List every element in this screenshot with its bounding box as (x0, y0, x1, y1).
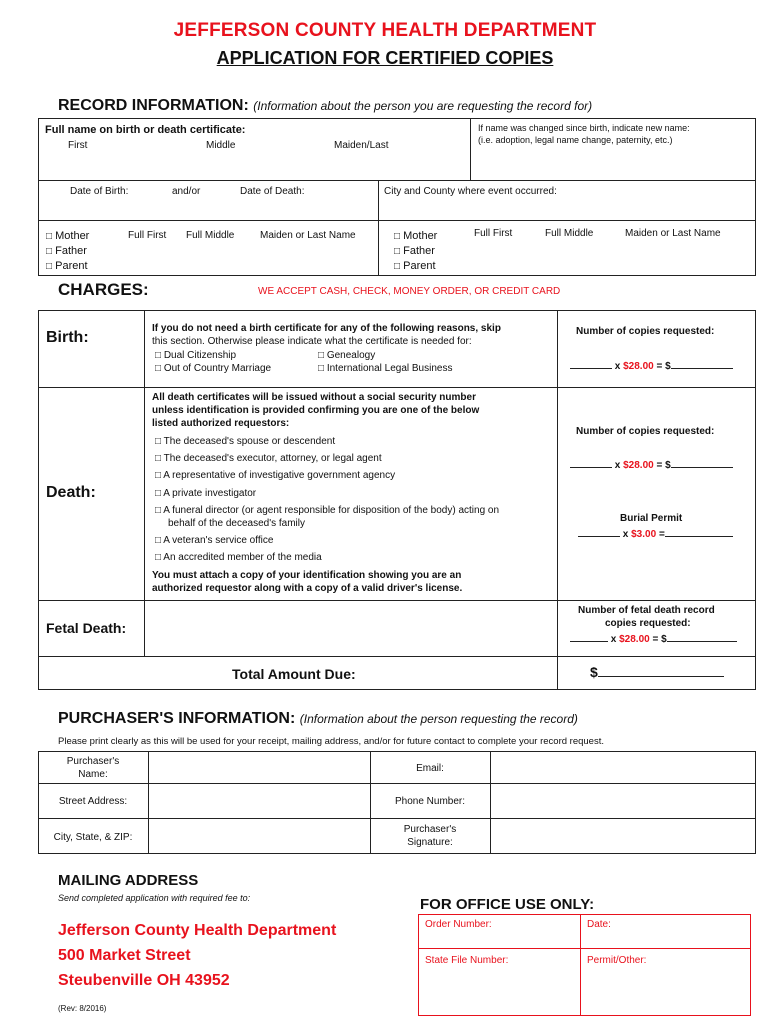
death-opt-media[interactable]: □ An accredited member of the media (155, 552, 322, 563)
office-heading: FOR OFFICE USE ONLY: (420, 896, 595, 913)
maiden-last-right: Maiden or Last Name (625, 228, 721, 239)
death-text-1: All death certificates will be issued without a social security number (152, 392, 476, 403)
andor-label: and/or (172, 186, 201, 197)
name-changed-1: If name was changed since birth, indicate new name: (478, 123, 690, 133)
intl-legal-option[interactable]: □ International Legal Business (318, 363, 453, 374)
mailing-note: Send completed application with required fee to: (58, 893, 251, 903)
phone-input[interactable] (493, 786, 753, 816)
checkbox-icon[interactable]: □ (155, 535, 162, 546)
fullname-label: Full name on birth or death certificate: (45, 124, 246, 136)
birth-fee-line: x $28.00 = $ (570, 360, 733, 373)
birth-text-2: this section. Otherwise please indicate what the certificate is needed for: (152, 336, 472, 347)
dual-option[interactable]: □ Dual Citizenship (155, 350, 237, 361)
total-amount-input[interactable] (598, 676, 724, 677)
burial-permit-label: Burial Permit (620, 513, 683, 524)
death-text-2: unless identification is provided confirming you are one of the below (152, 405, 480, 416)
record-heading-row (58, 97, 592, 115)
death-opt-gov[interactable]: □ A representative of investigative government agency (155, 470, 396, 481)
middle-label: Middle (206, 140, 236, 151)
fullname-field[interactable] (42, 150, 466, 178)
fetal-amount-input[interactable] (667, 641, 737, 642)
burial-fee-line: x $3.00 = (578, 528, 733, 541)
checkbox-icon[interactable]: □ (155, 505, 162, 516)
purchaser-heading-note: (Information about the person requesting the record) (299, 712, 578, 726)
death-copies-input[interactable] (570, 467, 612, 468)
street-input[interactable] (151, 786, 367, 816)
dob-label: Date of Birth: (70, 186, 129, 197)
office-date-label: Date: (587, 919, 611, 930)
page-subtitle: APPLICATION FOR CERTIFIED COPIES (216, 48, 554, 68)
city-state-zip-label: City, State, & ZIP: (53, 832, 133, 843)
checkbox-icon[interactable]: □ (46, 261, 53, 272)
purchaser-instructions: Please print clearly as this will be used for your receipt, mailing address, and/or for future contact to complete your record request. (58, 736, 604, 747)
checkbox-icon[interactable]: □ (155, 453, 162, 464)
checkbox-icon[interactable]: □ (394, 261, 401, 272)
mailing-heading: MAILING ADDRESS (58, 872, 199, 889)
order-number-label: Order Number: (425, 919, 492, 930)
genealogy-option[interactable]: □ Genealogy (318, 350, 376, 361)
signature-label: Purchaser's Signature: (403, 824, 457, 848)
city-county-label: City and County where event occurred: (384, 186, 557, 197)
fetal-copies-2: copies requested: (605, 618, 691, 629)
death-copies-label: Number of copies requested: (576, 426, 715, 437)
fetal-copies-input[interactable] (570, 641, 608, 642)
purchaser-heading-row (58, 710, 578, 728)
father-option-right[interactable]: □ Father (394, 245, 435, 257)
maiden-last-left: Maiden or Last Name (260, 230, 356, 241)
death-opt-funeral[interactable]: □ A funeral director (or agent responsible for disposition of the body) acting on (155, 505, 500, 516)
attach-text-1: You must attach a copy of your identification showing you are an (152, 570, 462, 581)
fetal-copies-1: Number of fetal death record (578, 605, 715, 616)
purchaser-name-input[interactable] (151, 754, 367, 781)
first-label: First (68, 140, 88, 151)
checkbox-icon[interactable]: □ (46, 246, 53, 257)
mother-option-right[interactable]: □ Mother (394, 230, 438, 242)
email-input[interactable] (493, 754, 753, 781)
full-first-right: Full First (474, 228, 513, 239)
checkbox-icon[interactable]: □ (155, 436, 162, 447)
birth-copies-label: Number of copies requested: (576, 326, 715, 337)
mailing-line-3: Steubenville OH 43952 (58, 972, 230, 989)
purchaser-heading: PURCHASER'S INFORMATION: (58, 710, 296, 727)
fetal-label: Fetal Death: (46, 620, 127, 636)
record-heading: RECORD INFORMATION: (58, 97, 249, 114)
burial-copies-input[interactable] (578, 536, 620, 537)
permit-other-label: Permit/Other: (587, 955, 647, 966)
city-county-field[interactable] (382, 198, 752, 218)
revision-note: (Rev: 8/2016) (58, 1004, 107, 1013)
checkbox-icon[interactable]: □ (394, 246, 401, 257)
father-option-left[interactable]: □ Father (46, 245, 87, 257)
checkbox-icon[interactable]: □ (155, 552, 162, 563)
death-label: Death: (46, 484, 96, 501)
out-country-option[interactable]: □ Out of Country Marriage (155, 363, 272, 374)
street-label: Street Address: (58, 796, 128, 807)
death-opt-pi[interactable]: □ A private investigator (155, 488, 257, 499)
parent-right-options (394, 229, 437, 274)
email-label: Email: (416, 763, 444, 774)
death-fee-line: x $28.00 = $ (570, 459, 733, 472)
full-middle-left: Full Middle (186, 230, 235, 241)
dates-field[interactable] (42, 198, 374, 218)
fetal-fee-line: x $28.00 = $ (570, 633, 737, 646)
birth-text-1: If you do not need a birth certificate for any of the following reasons, skip (152, 323, 501, 334)
accept-payment-note: WE ACCEPT CASH, CHECK, MONEY ORDER, OR CREDIT CARD (258, 286, 561, 297)
death-amount-input[interactable] (671, 467, 733, 468)
maiden-last-label: Maiden/Last (334, 140, 389, 151)
city-state-zip-input[interactable] (151, 821, 367, 851)
charges-heading: CHARGES: (58, 280, 149, 299)
burial-amount-input[interactable] (665, 536, 733, 537)
dod-label: Date of Death: (240, 186, 305, 197)
total-label: Total Amount Due: (232, 666, 356, 682)
mother-option-left[interactable]: □ Mother (46, 230, 90, 242)
death-opt-executor[interactable]: □ The deceased's executor, attorney, or legal agent (155, 453, 382, 464)
full-first-left: Full First (128, 230, 167, 241)
attach-text-2: authorized requestor along with a copy of a valid driver's license. (152, 583, 463, 594)
death-opt-spouse[interactable]: □ The deceased's spouse or descendent (155, 436, 336, 447)
state-file-label: State File Number: (425, 955, 509, 966)
parent-left-options (46, 229, 89, 274)
page-title: JEFFERSON COUNTY HEALTH DEPARTMENT (173, 20, 597, 41)
parent-option-right[interactable]: □ Parent (394, 260, 436, 272)
birth-amount-input[interactable] (671, 368, 733, 369)
checkbox-icon[interactable]: □ (155, 470, 162, 481)
checkbox-icon[interactable]: □ (155, 363, 162, 374)
signature-input[interactable] (493, 821, 753, 851)
mailing-line-1: Jefferson County Health Department (58, 922, 337, 939)
death-opt-veteran[interactable]: □ A veteran's service office (155, 535, 274, 546)
checkbox-icon[interactable]: □ (318, 350, 325, 361)
death-opt-funeral-2: behalf of the deceased's family (168, 518, 305, 529)
checkbox-icon[interactable]: □ (46, 231, 53, 242)
record-heading-note: (Information about the person you are requesting the record for) (253, 99, 593, 113)
birth-copies-input[interactable] (570, 368, 612, 369)
mailing-line-2: 500 Market Street (58, 947, 191, 964)
new-name-field[interactable] (474, 146, 754, 178)
checkbox-icon[interactable]: □ (394, 231, 401, 242)
phone-label: Phone Number: (394, 796, 466, 807)
checkbox-icon[interactable]: □ (155, 350, 162, 361)
checkbox-icon[interactable]: □ (318, 363, 325, 374)
parent-option-left[interactable]: □ Parent (46, 260, 88, 272)
checkbox-icon[interactable]: □ (155, 488, 162, 499)
death-text-3: listed authorized requestors: (152, 418, 290, 429)
purchaser-name-label: Purchaser's Name: (66, 756, 120, 780)
full-middle-right: Full Middle (545, 228, 594, 239)
total-amount-line: $ (590, 664, 724, 680)
birth-label: Birth: (46, 329, 89, 346)
name-changed-2: (i.e. adoption, legal name change, paternity, etc.) (478, 135, 673, 145)
